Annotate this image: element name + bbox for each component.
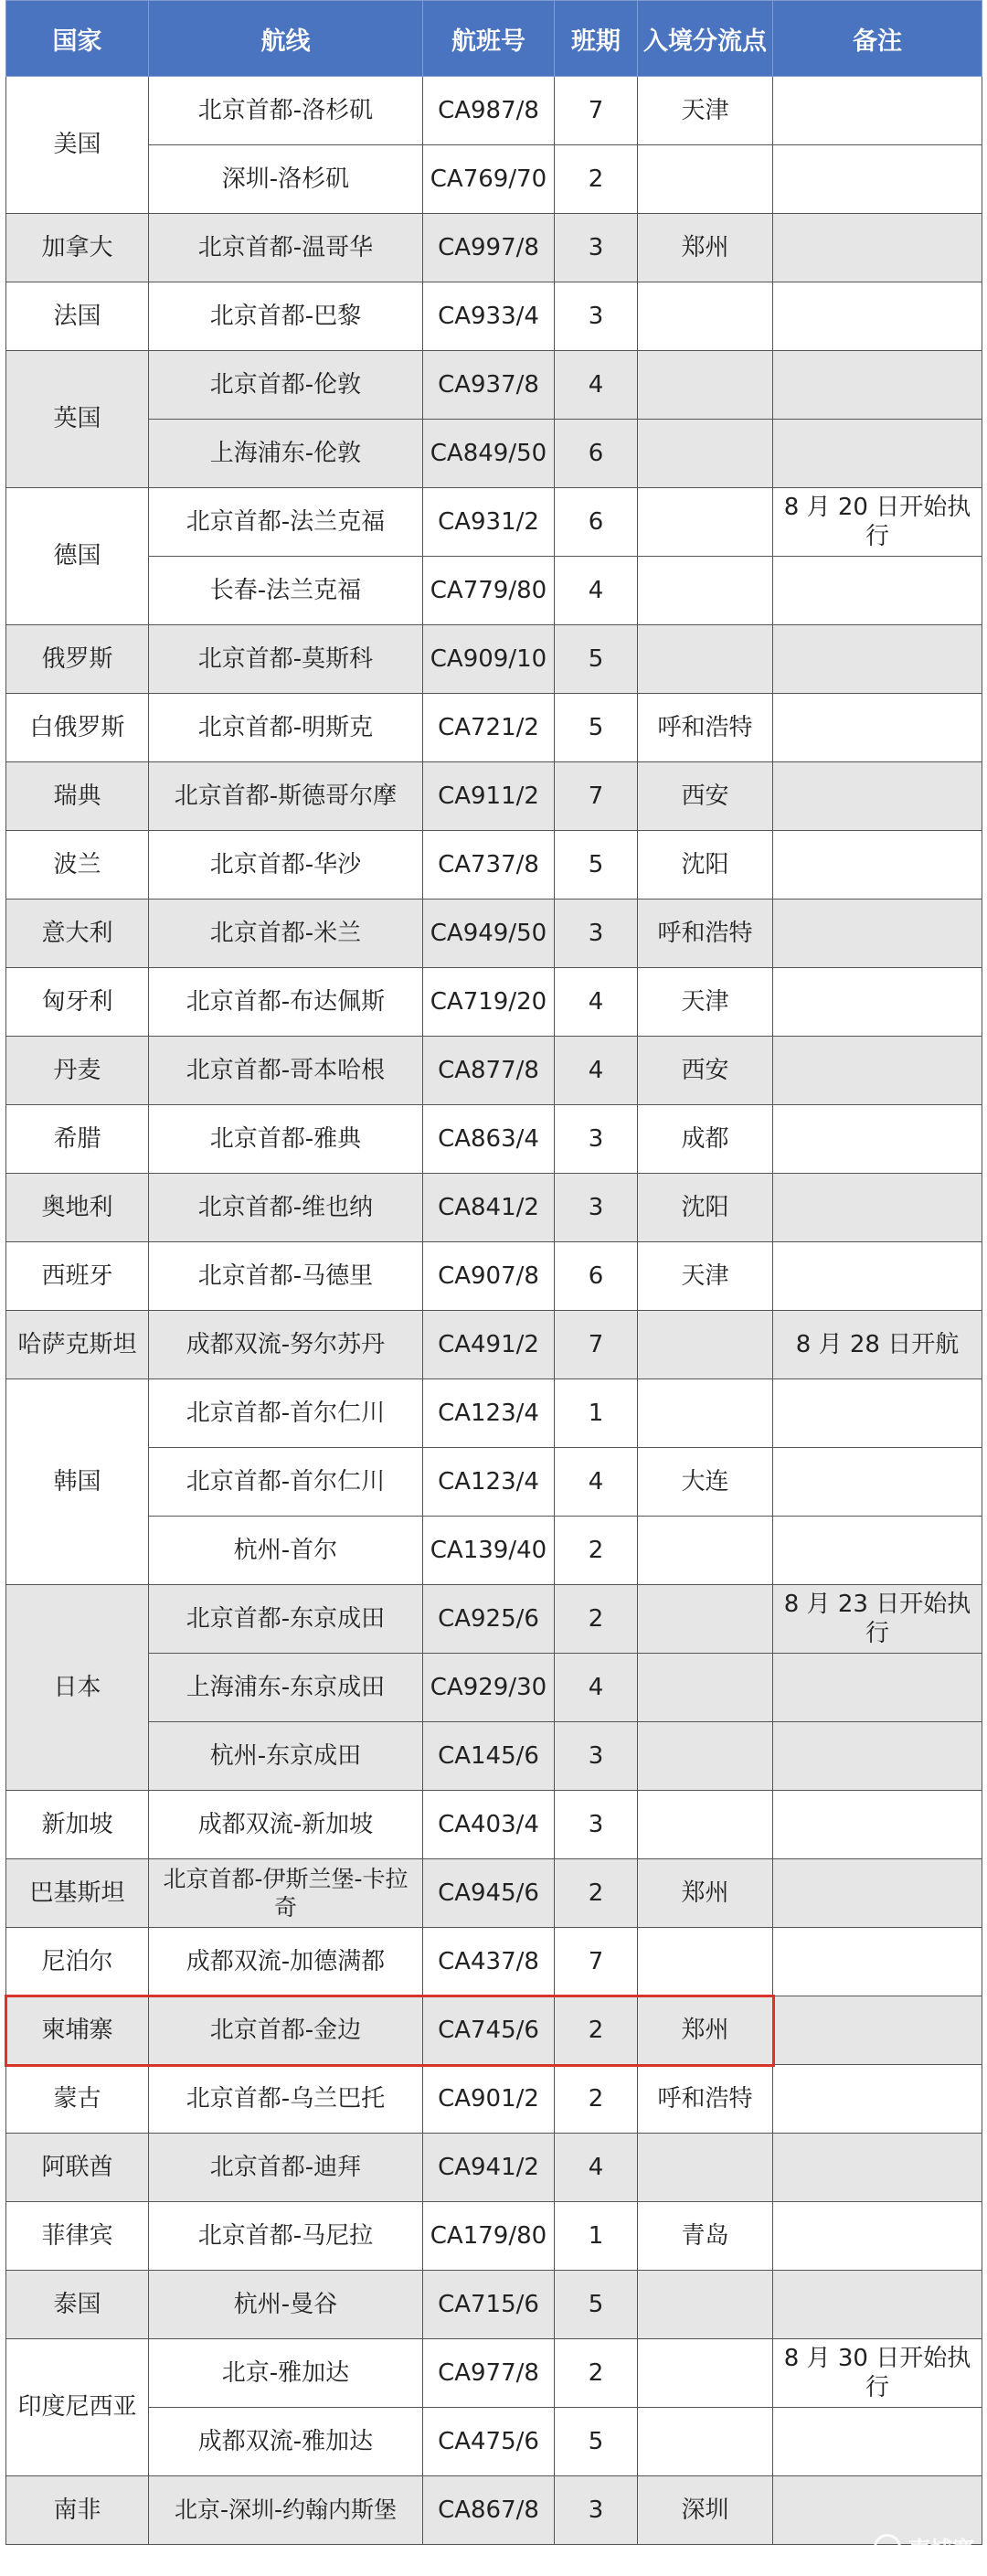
header-flight-number: 航班号 bbox=[423, 1, 555, 77]
frequency-cell: 6 bbox=[555, 488, 638, 557]
flight-number-cell: CA145/6 bbox=[423, 1722, 555, 1791]
table-header-row bbox=[6, 1, 982, 77]
flight-number-cell: CA849/50 bbox=[423, 420, 555, 488]
remarks-cell bbox=[773, 1517, 982, 1585]
table-row bbox=[6, 488, 982, 557]
remarks-cell bbox=[773, 1791, 982, 1859]
remarks-cell bbox=[773, 1105, 982, 1174]
country-cell: 日本 bbox=[6, 1585, 149, 1791]
country-cell: 尼泊尔 bbox=[6, 1928, 149, 1996]
header-route: 航线 bbox=[149, 1, 423, 77]
flight-number-cell: CA929/30 bbox=[423, 1654, 555, 1722]
route-cell: 北京首都-马德里 bbox=[149, 1242, 423, 1311]
table-row bbox=[6, 1928, 982, 1996]
route-cell: 北京首都-明斯克 bbox=[149, 694, 423, 762]
header-remarks: 备注 bbox=[773, 1, 982, 77]
flight-schedule-table bbox=[5, 0, 982, 2545]
entry-point-cell: 西安 bbox=[638, 1037, 773, 1105]
table-body bbox=[6, 77, 982, 2545]
frequency-cell: 2 bbox=[555, 1585, 638, 1654]
frequency-cell: 5 bbox=[555, 2271, 638, 2339]
remarks-cell bbox=[773, 2065, 982, 2134]
entry-point-cell bbox=[638, 351, 773, 420]
route-cell: 北京首都-巴黎 bbox=[149, 282, 423, 351]
flight-number-cell: CA437/8 bbox=[423, 1928, 555, 1996]
entry-point-cell bbox=[638, 2271, 773, 2339]
frequency-cell: 3 bbox=[555, 899, 638, 968]
remarks-cell bbox=[773, 420, 982, 488]
remarks-cell: 8 月 20 日开始执行 bbox=[773, 488, 982, 557]
flight-number-cell: CA911/2 bbox=[423, 762, 555, 831]
entry-point-cell: 深圳 bbox=[638, 2476, 773, 2545]
frequency-cell: 5 bbox=[555, 2408, 638, 2476]
flight-number-cell: CA715/6 bbox=[423, 2271, 555, 2339]
flight-number-cell: CA779/80 bbox=[423, 557, 555, 625]
table-row bbox=[6, 77, 982, 145]
flight-number-cell: CA901/2 bbox=[423, 2065, 555, 2134]
route-cell: 北京首都-华沙 bbox=[149, 831, 423, 899]
table-row bbox=[6, 214, 982, 282]
country-cell: 泰国 bbox=[6, 2271, 149, 2339]
remarks-cell bbox=[773, 1037, 982, 1105]
route-cell: 北京首都-首尔仁川 bbox=[149, 1448, 423, 1517]
country-cell: 哈萨克斯坦 bbox=[6, 1311, 149, 1379]
route-cell: 上海浦东-伦敦 bbox=[149, 420, 423, 488]
country-cell: 俄罗斯 bbox=[6, 625, 149, 694]
remarks-cell bbox=[773, 557, 982, 625]
frequency-cell: 6 bbox=[555, 1242, 638, 1311]
country-cell: 菲律宾 bbox=[6, 2202, 149, 2271]
remarks-cell bbox=[773, 1654, 982, 1722]
entry-point-cell bbox=[638, 1928, 773, 1996]
flight-number-cell: CA403/4 bbox=[423, 1791, 555, 1859]
flight-number-cell: CA945/6 bbox=[423, 1859, 555, 1928]
watermark-logo-icon bbox=[874, 2534, 901, 2561]
table-row bbox=[6, 420, 982, 488]
remarks-cell bbox=[773, 899, 982, 968]
flight-number-cell: CA877/8 bbox=[423, 1037, 555, 1105]
frequency-cell: 3 bbox=[555, 1105, 638, 1174]
country-cell: 英国 bbox=[6, 351, 149, 488]
flight-number-cell: CA719/20 bbox=[423, 968, 555, 1037]
frequency-cell: 2 bbox=[555, 2065, 638, 2134]
remarks-cell: 8 月 28 日开航 bbox=[773, 1311, 982, 1379]
table-row bbox=[6, 1242, 982, 1311]
frequency-cell: 4 bbox=[555, 1654, 638, 1722]
country-cell: 丹麦 bbox=[6, 1037, 149, 1105]
entry-point-cell bbox=[638, 2408, 773, 2476]
frequency-cell: 4 bbox=[555, 1448, 638, 1517]
frequency-cell: 6 bbox=[555, 420, 638, 488]
flight-number-cell: CA863/4 bbox=[423, 1105, 555, 1174]
table-row bbox=[6, 351, 982, 420]
route-cell: 北京首都-金边 bbox=[149, 1996, 423, 2065]
flight-number-cell: CA925/6 bbox=[423, 1585, 555, 1654]
remarks-cell: 8 月 30 日开始执行 bbox=[773, 2339, 982, 2408]
country-cell: 瑞典 bbox=[6, 762, 149, 831]
frequency-cell: 4 bbox=[555, 557, 638, 625]
table-row bbox=[6, 2065, 982, 2134]
route-cell: 北京首都-东京成田 bbox=[149, 1585, 423, 1654]
frequency-cell: 3 bbox=[555, 1722, 638, 1791]
table-row bbox=[6, 1448, 982, 1517]
table-row bbox=[6, 1517, 982, 1585]
entry-point-cell bbox=[638, 557, 773, 625]
flight-number-cell: CA933/4 bbox=[423, 282, 555, 351]
country-cell: 巴基斯坦 bbox=[6, 1859, 149, 1928]
route-cell: 成都双流-雅加达 bbox=[149, 2408, 423, 2476]
table-row bbox=[6, 1037, 982, 1105]
remarks-cell bbox=[773, 145, 982, 214]
frequency-cell: 4 bbox=[555, 968, 638, 1037]
entry-point-cell bbox=[638, 1791, 773, 1859]
entry-point-cell: 西安 bbox=[638, 762, 773, 831]
entry-point-cell bbox=[638, 1585, 773, 1654]
header-frequency: 班期 bbox=[555, 1, 638, 77]
remarks-cell: 8 月 23 日开始执行 bbox=[773, 1585, 982, 1654]
entry-point-cell bbox=[638, 420, 773, 488]
flight-number-cell: CA475/6 bbox=[423, 2408, 555, 2476]
country-cell: 新加坡 bbox=[6, 1791, 149, 1859]
entry-point-cell bbox=[638, 1517, 773, 1585]
entry-point-cell: 郑州 bbox=[638, 1996, 773, 2065]
entry-point-cell bbox=[638, 145, 773, 214]
flight-number-cell: CA841/2 bbox=[423, 1174, 555, 1242]
route-cell: 北京首都-迪拜 bbox=[149, 2134, 423, 2202]
route-cell: 长春-法兰克福 bbox=[149, 557, 423, 625]
route-cell: 北京首都-伦敦 bbox=[149, 351, 423, 420]
frequency-cell: 3 bbox=[555, 282, 638, 351]
country-cell: 印度尼西亚 bbox=[6, 2339, 149, 2476]
remarks-cell bbox=[773, 351, 982, 420]
route-cell: 杭州-曼谷 bbox=[149, 2271, 423, 2339]
flight-number-cell: CA987/8 bbox=[423, 77, 555, 145]
table-row bbox=[6, 1311, 982, 1379]
table-row bbox=[6, 2271, 982, 2339]
frequency-cell: 4 bbox=[555, 1037, 638, 1105]
flight-number-cell: CA997/8 bbox=[423, 214, 555, 282]
flight-table-container bbox=[5, 0, 982, 2545]
route-cell: 北京首都-维也纳 bbox=[149, 1174, 423, 1242]
flight-number-cell: CA491/2 bbox=[423, 1311, 555, 1379]
route-cell: 成都双流-努尔苏丹 bbox=[149, 1311, 423, 1379]
table-row bbox=[6, 2339, 982, 2408]
remarks-cell bbox=[773, 2271, 982, 2339]
flight-number-cell: CA907/8 bbox=[423, 1242, 555, 1311]
table-row bbox=[6, 1174, 982, 1242]
frequency-cell: 4 bbox=[555, 2134, 638, 2202]
route-cell: 深圳-洛杉矶 bbox=[149, 145, 423, 214]
remarks-cell bbox=[773, 1928, 982, 1996]
flight-number-cell: CA941/2 bbox=[423, 2134, 555, 2202]
table-row bbox=[6, 1585, 982, 1654]
remarks-cell bbox=[773, 1379, 982, 1448]
entry-point-cell bbox=[638, 488, 773, 557]
entry-point-cell bbox=[638, 2339, 773, 2408]
remarks-cell bbox=[773, 831, 982, 899]
header-country: 国家 bbox=[6, 1, 149, 77]
remarks-cell bbox=[773, 282, 982, 351]
route-cell: 北京首都-伊斯兰堡-卡拉奇 bbox=[149, 1859, 423, 1928]
entry-point-cell bbox=[638, 1722, 773, 1791]
frequency-cell: 1 bbox=[555, 1379, 638, 1448]
route-cell: 北京首都-布达佩斯 bbox=[149, 968, 423, 1037]
route-cell: 北京首都-首尔仁川 bbox=[149, 1379, 423, 1448]
route-cell: 北京-雅加达 bbox=[149, 2339, 423, 2408]
entry-point-cell: 大连 bbox=[638, 1448, 773, 1517]
flight-number-cell: CA123/4 bbox=[423, 1379, 555, 1448]
remarks-cell bbox=[773, 694, 982, 762]
flight-number-cell: CA949/50 bbox=[423, 899, 555, 968]
entry-point-cell bbox=[638, 1379, 773, 1448]
route-cell: 北京首都-法兰克福 bbox=[149, 488, 423, 557]
frequency-cell: 5 bbox=[555, 694, 638, 762]
table-row bbox=[6, 2476, 982, 2545]
entry-point-cell: 天津 bbox=[638, 1242, 773, 1311]
frequency-cell: 1 bbox=[555, 2202, 638, 2271]
flight-number-cell: CA179/80 bbox=[423, 2202, 555, 2271]
flight-number-cell: CA721/2 bbox=[423, 694, 555, 762]
flight-number-cell: CA769/70 bbox=[423, 145, 555, 214]
table-row bbox=[6, 145, 982, 214]
country-cell: 法国 bbox=[6, 282, 149, 351]
table-row bbox=[6, 1379, 982, 1448]
route-cell: 杭州-东京成田 bbox=[149, 1722, 423, 1791]
remarks-cell bbox=[773, 762, 982, 831]
remarks-cell bbox=[773, 1859, 982, 1928]
country-cell: 蒙古 bbox=[6, 2065, 149, 2134]
watermark-text: 柬埔寨 bbox=[908, 2537, 974, 2562]
remarks-cell bbox=[773, 1722, 982, 1791]
country-cell: 柬埔寨 bbox=[6, 1996, 149, 2065]
country-cell: 南非 bbox=[6, 2476, 149, 2545]
frequency-cell: 4 bbox=[555, 351, 638, 420]
frequency-cell: 7 bbox=[555, 1311, 638, 1379]
frequency-cell: 5 bbox=[555, 625, 638, 694]
frequency-cell: 2 bbox=[555, 1996, 638, 2065]
country-cell: 奥地利 bbox=[6, 1174, 149, 1242]
country-cell: 加拿大 bbox=[6, 214, 149, 282]
table-row bbox=[6, 1791, 982, 1859]
country-cell: 西班牙 bbox=[6, 1242, 149, 1311]
route-cell: 北京首都-雅典 bbox=[149, 1105, 423, 1174]
entry-point-cell: 沈阳 bbox=[638, 1174, 773, 1242]
frequency-cell: 2 bbox=[555, 1859, 638, 1928]
flight-number-cell: CA737/8 bbox=[423, 831, 555, 899]
route-cell: 成都双流-加德满都 bbox=[149, 1928, 423, 1996]
flight-number-cell: CA139/40 bbox=[423, 1517, 555, 1585]
entry-point-cell: 呼和浩特 bbox=[638, 2065, 773, 2134]
entry-point-cell bbox=[638, 1311, 773, 1379]
table-row bbox=[6, 968, 982, 1037]
table-row bbox=[6, 1105, 982, 1174]
route-cell: 成都双流-新加坡 bbox=[149, 1791, 423, 1859]
route-cell: 北京首都-斯德哥尔摩 bbox=[149, 762, 423, 831]
entry-point-cell: 沈阳 bbox=[638, 831, 773, 899]
frequency-cell: 3 bbox=[555, 1174, 638, 1242]
country-cell: 韩国 bbox=[6, 1379, 149, 1585]
remarks-cell bbox=[773, 968, 982, 1037]
route-cell: 北京-深圳-约翰内斯堡 bbox=[149, 2476, 423, 2545]
table-row bbox=[6, 557, 982, 625]
country-cell: 意大利 bbox=[6, 899, 149, 968]
flight-number-cell: CA937/8 bbox=[423, 351, 555, 420]
table-row bbox=[6, 282, 982, 351]
entry-point-cell: 青岛 bbox=[638, 2202, 773, 2271]
entry-point-cell: 成都 bbox=[638, 1105, 773, 1174]
frequency-cell: 3 bbox=[555, 1791, 638, 1859]
table-row bbox=[6, 899, 982, 968]
table-row bbox=[6, 831, 982, 899]
table-row bbox=[6, 1722, 982, 1791]
table-row bbox=[6, 1859, 982, 1928]
remarks-cell bbox=[773, 1448, 982, 1517]
frequency-cell: 7 bbox=[555, 1928, 638, 1996]
remarks-cell bbox=[773, 1174, 982, 1242]
flight-number-cell: CA931/2 bbox=[423, 488, 555, 557]
table-row bbox=[6, 2134, 982, 2202]
route-cell: 北京首都-马尼拉 bbox=[149, 2202, 423, 2271]
route-cell: 北京首都-洛杉矶 bbox=[149, 77, 423, 145]
remarks-cell bbox=[773, 2134, 982, 2202]
route-cell: 北京首都-米兰 bbox=[149, 899, 423, 968]
frequency-cell: 3 bbox=[555, 2476, 638, 2545]
remarks-cell bbox=[773, 2408, 982, 2476]
country-cell: 阿联酋 bbox=[6, 2134, 149, 2202]
route-cell: 杭州-首尔 bbox=[149, 1517, 423, 1585]
entry-point-cell bbox=[638, 1654, 773, 1722]
entry-point-cell: 郑州 bbox=[638, 1859, 773, 1928]
frequency-cell: 2 bbox=[555, 145, 638, 214]
country-cell: 美国 bbox=[6, 77, 149, 214]
frequency-cell: 2 bbox=[555, 2339, 638, 2408]
remarks-cell bbox=[773, 1996, 982, 2065]
frequency-cell: 7 bbox=[555, 77, 638, 145]
remarks-cell bbox=[773, 625, 982, 694]
flight-number-cell: CA867/8 bbox=[423, 2476, 555, 2545]
entry-point-cell: 呼和浩特 bbox=[638, 694, 773, 762]
country-cell: 德国 bbox=[6, 488, 149, 625]
table-row bbox=[6, 1654, 982, 1722]
flight-number-cell: CA909/10 bbox=[423, 625, 555, 694]
entry-point-cell: 天津 bbox=[638, 77, 773, 145]
entry-point-cell bbox=[638, 2134, 773, 2202]
route-cell: 北京首都-莫斯科 bbox=[149, 625, 423, 694]
route-cell: 上海浦东-东京成田 bbox=[149, 1654, 423, 1722]
entry-point-cell: 呼和浩特 bbox=[638, 899, 773, 968]
remarks-cell bbox=[773, 1242, 982, 1311]
frequency-cell: 7 bbox=[555, 762, 638, 831]
entry-point-cell: 郑州 bbox=[638, 214, 773, 282]
table-row bbox=[6, 2408, 982, 2476]
frequency-cell: 5 bbox=[555, 831, 638, 899]
watermark bbox=[874, 2531, 974, 2563]
country-cell: 匈牙利 bbox=[6, 968, 149, 1037]
entry-point-cell bbox=[638, 625, 773, 694]
country-cell: 白俄罗斯 bbox=[6, 694, 149, 762]
country-cell: 波兰 bbox=[6, 831, 149, 899]
country-cell: 希腊 bbox=[6, 1105, 149, 1174]
route-cell: 北京首都-温哥华 bbox=[149, 214, 423, 282]
table-row bbox=[6, 694, 982, 762]
table-row bbox=[6, 1996, 982, 2065]
flight-number-cell: CA745/6 bbox=[423, 1996, 555, 2065]
table-row bbox=[6, 762, 982, 831]
route-cell: 北京首都-乌兰巴托 bbox=[149, 2065, 423, 2134]
header-entry-point: 入境分流点 bbox=[638, 1, 773, 77]
remarks-cell bbox=[773, 2202, 982, 2271]
table-row bbox=[6, 2202, 982, 2271]
entry-point-cell: 天津 bbox=[638, 968, 773, 1037]
entry-point-cell bbox=[638, 282, 773, 351]
remarks-cell bbox=[773, 77, 982, 145]
frequency-cell: 3 bbox=[555, 214, 638, 282]
frequency-cell: 2 bbox=[555, 1517, 638, 1585]
flight-number-cell: CA977/8 bbox=[423, 2339, 555, 2408]
remarks-cell bbox=[773, 214, 982, 282]
table-row bbox=[6, 625, 982, 694]
route-cell: 北京首都-哥本哈根 bbox=[149, 1037, 423, 1105]
flight-number-cell: CA123/4 bbox=[423, 1448, 555, 1517]
